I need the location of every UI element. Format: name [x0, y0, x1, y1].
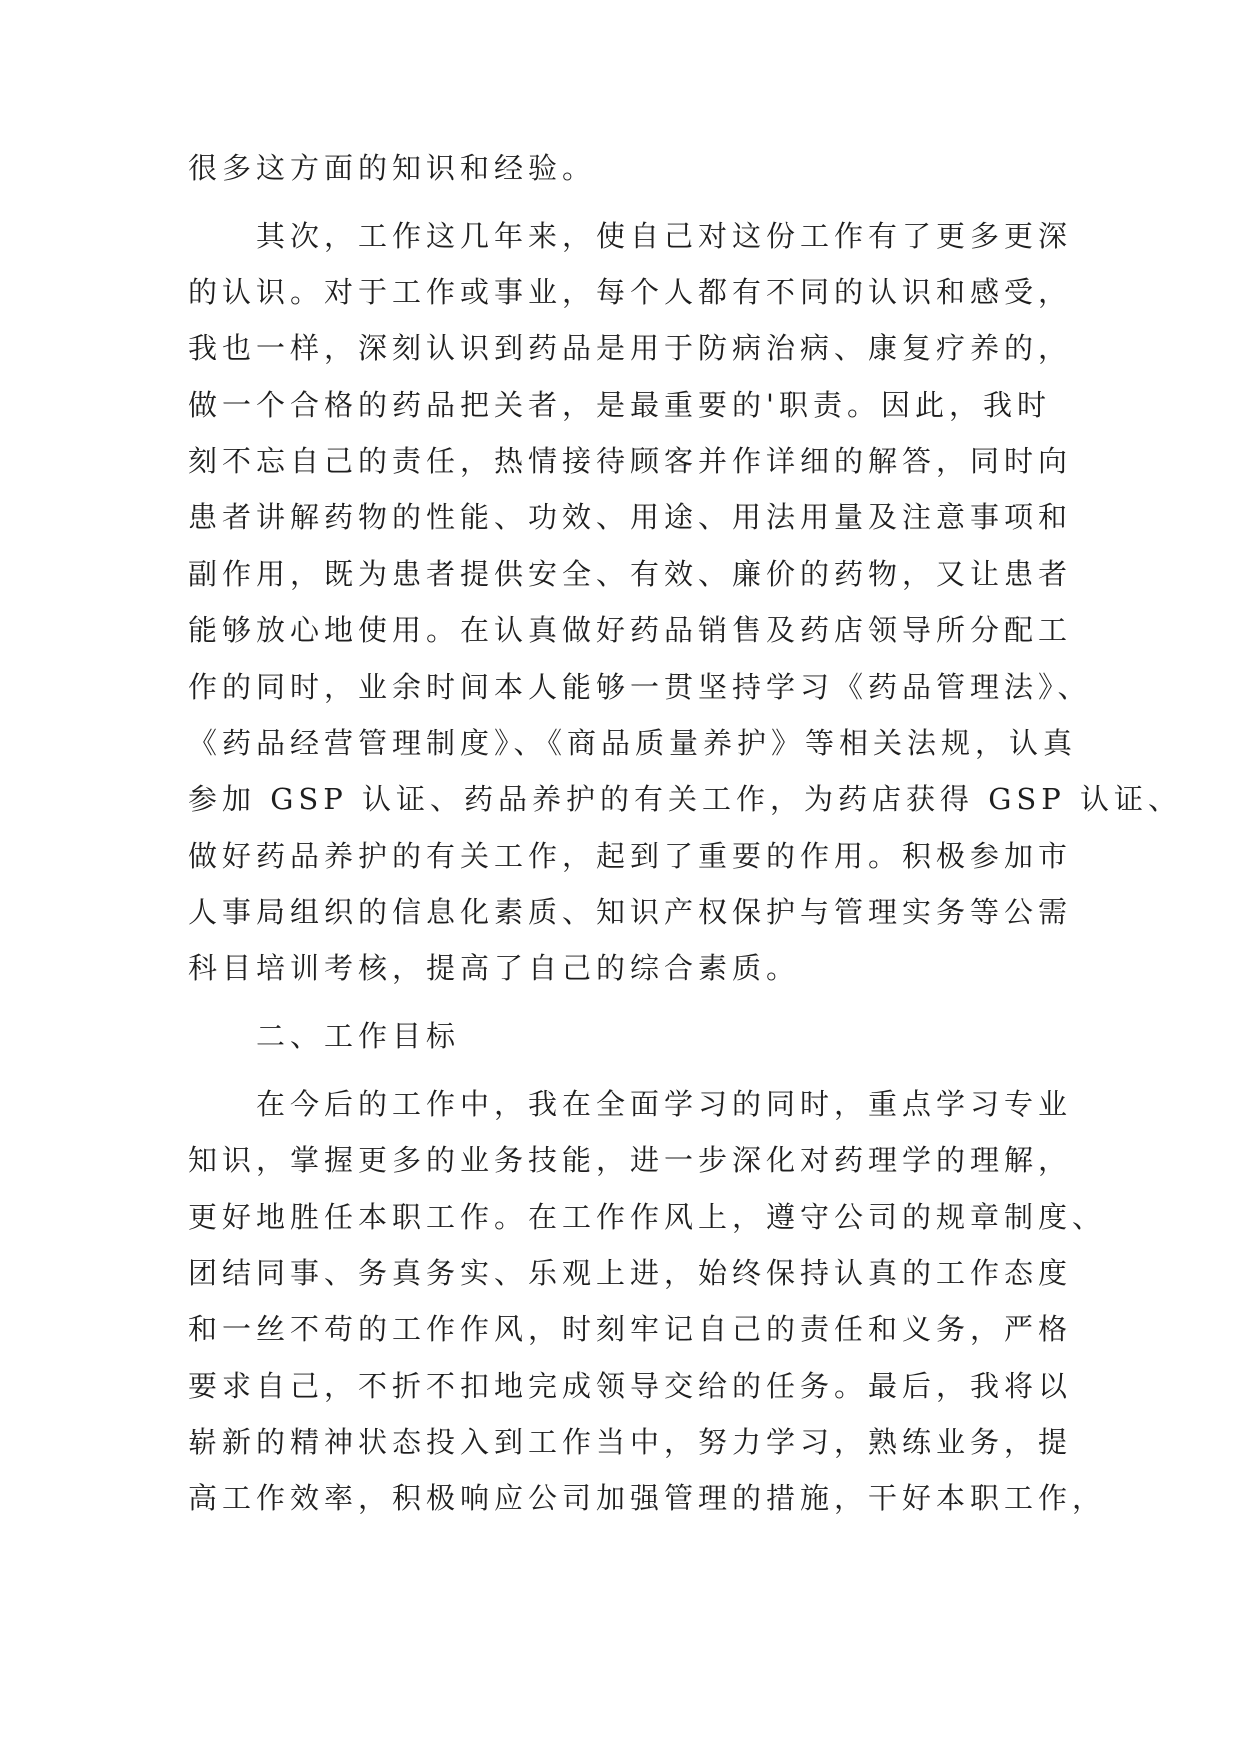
text-line: 我也一样，深刻认识到药品是用于防病治病、康复疗养的， — [188, 331, 1073, 365]
text-line: 刻不忘自己的责任，热情接待顾客并作详细的解答，同时向 — [188, 444, 1073, 478]
text-line: 《药品经营管理制度》、《商品质量养护》等相关法规，认真 — [188, 726, 1078, 760]
text-line: 副作用，既为患者提供安全、有效、廉价的药物，又让患者 — [188, 557, 1073, 591]
text-line: 参加 GSP 认证、药品养护的有关工作，为药店获得 GSP 认证、 — [188, 782, 1182, 816]
text-line: 能够放心地使用。在认真做好药品销售及药店领导所分配工 — [188, 613, 1073, 647]
text-line: 做一个合格的药品把关者，是最重要的'职责。因此，我时 — [188, 388, 1051, 422]
text-line: 作的同时，业余时间本人能够一贯坚持学习《药品管理法》、 — [188, 670, 1092, 704]
text-line: 很多这方面的知识和经验。 — [188, 151, 597, 185]
text-line: 崭新的精神状态投入到工作当中，努力学习，熟练业务，提 — [188, 1425, 1073, 1459]
text-line: 和一丝不苟的工作作风，时刻牢记自己的责任和义务，严格 — [188, 1312, 1073, 1346]
text-line: 科目培训考核，提高了自己的综合素质。 — [188, 951, 801, 985]
text-line: 在今后的工作中，我在全面学习的同时，重点学习专业 — [256, 1087, 1073, 1121]
section-heading: 二、工作目标 — [256, 1019, 461, 1053]
text-line: 的认识。对于工作或事业，每个人都有不同的认识和感受， — [188, 275, 1073, 309]
text-line: 做好药品养护的有关工作，起到了重要的作用。积极参加市 — [188, 839, 1073, 873]
text-line: 团结同事、务真务实、乐观上进，始终保持认真的工作态度 — [188, 1256, 1073, 1290]
text-line: 人事局组织的信息化素质、知识产权保护与管理实务等公需 — [188, 895, 1073, 929]
text-line: 要求自己，不折不扣地完成领导交给的任务。最后，我将以 — [188, 1369, 1073, 1403]
text-line: 知识，掌握更多的业务技能，进一步深化对药理学的理解， — [188, 1143, 1073, 1177]
text-line: 患者讲解药物的性能、功效、用途、用法用量及注意事项和 — [188, 500, 1073, 534]
text-line: 高工作效率，积极响应公司加强管理的措施，干好本职工作， — [188, 1481, 1107, 1515]
text-line: 其次，工作这几年来，使自己对这份工作有了更多更深 — [256, 219, 1073, 253]
text-line: 更好地胜任本职工作。在工作作风上，遵守公司的规章制度、 — [188, 1200, 1107, 1234]
